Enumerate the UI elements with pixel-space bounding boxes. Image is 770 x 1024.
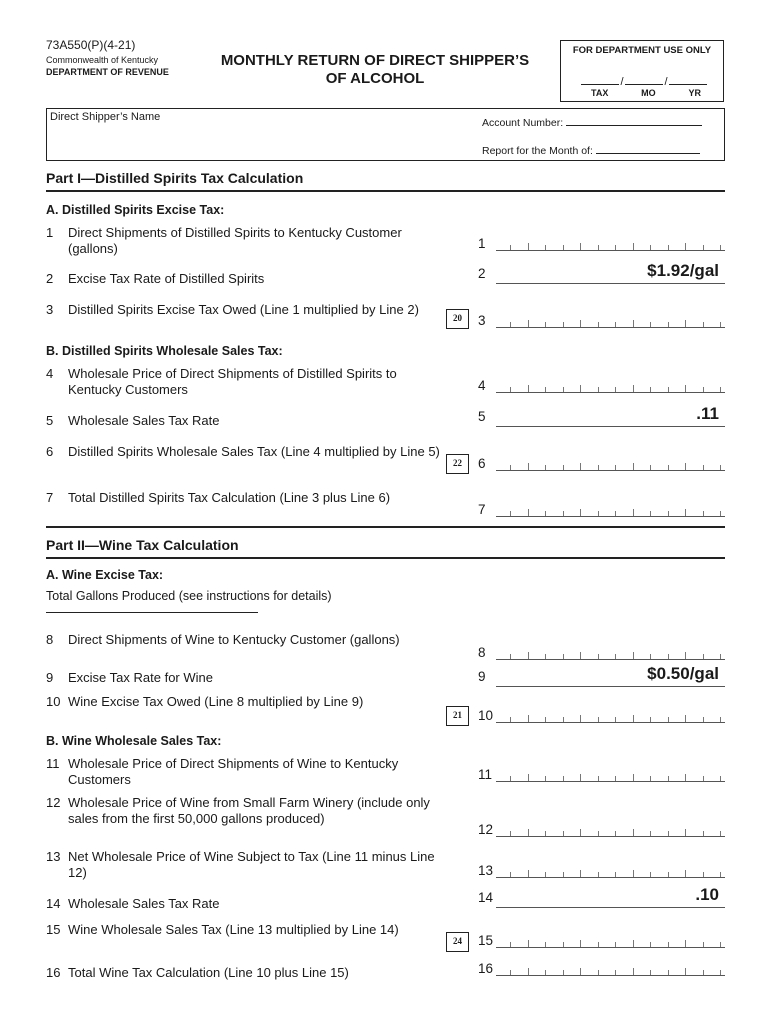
department-use-slots: / / (581, 73, 707, 88)
line-item-description: Wine Wholesale Sales Tax (Line 13 multiplied by Line 14) (68, 922, 399, 937)
line-item-number: 2 (46, 271, 54, 286)
part1-section-a: A. Distilled Spirits Excise Tax: (46, 203, 225, 217)
line-item-10 (46, 694, 446, 710)
account-number-label: Account Number: (482, 117, 564, 129)
line-number-label: 1 (478, 236, 486, 251)
amount-field-line-11[interactable] (496, 768, 725, 782)
line-item-number: 16 (46, 965, 61, 980)
line-item-number: 10 (46, 694, 61, 709)
tax-slot[interactable] (581, 73, 619, 85)
line-item-11 (46, 756, 446, 788)
line-item-number: 5 (46, 413, 54, 428)
line-code-box: 21 (446, 706, 469, 726)
line-item-2 (46, 271, 446, 287)
line-item-description: Total Distilled Spirits Tax Calculation (Line 3 plus Line 6) (68, 490, 391, 505)
rate-value: $1.92/gal (647, 261, 719, 280)
divider (46, 526, 725, 528)
rate-underline (496, 686, 725, 687)
line-number-label: 9 (478, 669, 486, 684)
part2-section-a: A. Wine Excise Tax: (46, 568, 164, 582)
form-id: 73A550(P)(4-21) (46, 38, 136, 52)
line-number-label: 15 (478, 933, 494, 948)
line-item-4 (46, 366, 446, 398)
part1-title: Part I—Distilled Spirits Tax Calculation (46, 170, 725, 192)
line-item-8 (46, 632, 446, 648)
amount-field-line-13[interactable] (496, 864, 725, 878)
line-item-15 (46, 922, 446, 938)
line-item-number: 11 (46, 756, 60, 771)
line-number-label: 14 (478, 890, 494, 905)
amount-field-line-4[interactable] (496, 379, 725, 393)
line-code-box: 22 (446, 454, 469, 474)
line-number-label: 4 (478, 378, 486, 393)
line-number-label: 16 (478, 961, 494, 976)
department-use-labels (581, 88, 711, 98)
line-item-description: Direct Shipments of Wine to Kentucky Customer (gallons) (68, 632, 400, 647)
yr-label: YR (688, 88, 701, 98)
line-number-label: 2 (478, 266, 486, 281)
line-number-label: 12 (478, 822, 494, 837)
line-item-13 (46, 849, 446, 881)
line-number-label: 5 (478, 409, 486, 424)
line-code-box: 24 (446, 932, 469, 952)
line-item-number: 7 (46, 490, 54, 505)
rate-underline (496, 283, 725, 284)
gallons-produced-field[interactable] (46, 612, 258, 613)
amount-field-line-16[interactable] (496, 962, 725, 976)
form-title (200, 52, 550, 88)
year-slot[interactable] (669, 73, 707, 85)
amount-field-line-12[interactable] (496, 823, 725, 837)
line-item-7 (46, 490, 446, 506)
line-item-description: Wholesale Sales Tax Rate (68, 896, 220, 911)
part2-section-b: B. Wine Wholesale Sales Tax: (46, 734, 222, 748)
line-item-description: Excise Tax Rate of Distilled Spirits (68, 271, 265, 286)
line-item-description: Wholesale Price of Direct Shipments of Distilled Spirits to Kentucky Customers (68, 366, 397, 397)
rate-value: .11 (696, 404, 719, 423)
line-item-description: Wholesale Price of Direct Shipments of Wine to Kentucky Customers (68, 756, 399, 787)
line-item-description: Direct Shipments of Distilled Spirits to Kentucky Customer (gallons) (68, 225, 402, 256)
line-item-5 (46, 413, 446, 429)
line-item-1 (46, 225, 446, 257)
line-item-number: 1 (46, 225, 54, 240)
line-item-number: 9 (46, 670, 54, 685)
account-number-field[interactable] (482, 116, 702, 129)
part1-section-b: B. Distilled Spirits Wholesale Sales Tax: (46, 344, 283, 358)
amount-field-line-3[interactable] (496, 314, 725, 328)
line-item-number: 3 (46, 302, 54, 317)
line-number-label: 10 (478, 708, 494, 723)
line-item-description: Distilled Spirits Excise Tax Owed (Line 1 multiplied by Line 2) (68, 302, 419, 317)
line-item-description: Total Wine Tax Calculation (Line 10 plus Line 15) (68, 965, 349, 980)
line-item-description: Excise Tax Rate for Wine (68, 670, 213, 685)
gallons-produced-label: Total Gallons Produced (see instructions for details) (46, 589, 332, 603)
line-item-description: Net Wholesale Price of Wine Subject to Tax (Line 11 minus Line 12) (68, 849, 435, 880)
line-item-6 (46, 444, 446, 460)
line-item-number: 4 (46, 366, 54, 381)
line-item-description: Wholesale Sales Tax Rate (68, 413, 220, 428)
form-title-line-2: OF ALCOHOL (325, 70, 425, 87)
amount-field-line-1[interactable] (496, 237, 725, 251)
part2-title: Part II—Wine Tax Calculation (46, 537, 725, 559)
line-number-label: 7 (478, 502, 486, 517)
line-item-number: 12 (46, 795, 61, 810)
line-item-16 (46, 965, 446, 981)
report-month-label: Report for the Month of: (482, 145, 593, 157)
shipper-name-label: Direct Shipper’s Name (50, 111, 161, 123)
form-title-line-1: MONTHLY RETURN OF DIRECT SHIPPER’S (220, 52, 530, 69)
line-code-box: 20 (446, 309, 469, 329)
rate-value: .10 (695, 885, 719, 904)
line-item-description: Wholesale Price of Wine from Small Farm Winery (include only sales from the first 50,000 gallons produced) (68, 795, 430, 826)
line-number-label: 11 (478, 767, 493, 782)
tax-label: TAX (591, 88, 609, 98)
amount-field-line-7[interactable] (496, 503, 725, 517)
line-item-3 (46, 302, 446, 318)
line-item-number: 13 (46, 849, 61, 864)
line-number-label: 3 (478, 313, 486, 328)
rate-underline (496, 426, 725, 427)
line-item-number: 15 (46, 922, 61, 937)
line-item-description: Distilled Spirits Wholesale Sales Tax (Line 4 multiplied by Line 5) (68, 444, 440, 459)
amount-field-line-15[interactable] (496, 934, 725, 948)
rate-value: $0.50/gal (647, 664, 719, 683)
department-label: DEPARTMENT OF REVENUE (46, 67, 169, 77)
line-number-label: 8 (478, 645, 486, 660)
report-month-field[interactable] (482, 144, 700, 157)
line-number-label: 13 (478, 863, 494, 878)
line-item-14 (46, 896, 446, 912)
line-item-9 (46, 670, 446, 686)
month-slot[interactable] (625, 73, 663, 85)
department-use-label: FOR DEPARTMENT USE ONLY (572, 45, 712, 56)
amount-field-line-6[interactable] (496, 457, 725, 471)
amount-field-line-10[interactable] (496, 709, 725, 723)
line-item-number: 6 (46, 444, 54, 459)
rate-underline (496, 907, 725, 908)
line-item-description: Wine Excise Tax Owed (Line 8 multiplied by Line 9) (68, 694, 364, 709)
line-item-12 (46, 795, 446, 827)
line-number-label: 6 (478, 456, 486, 471)
department-use-box (560, 40, 724, 102)
amount-field-line-8[interactable] (496, 646, 725, 660)
commonwealth-label: Commonwealth of Kentucky (46, 55, 159, 65)
line-item-number: 8 (46, 632, 54, 647)
mo-label: MO (641, 88, 656, 98)
line-item-number: 14 (46, 896, 61, 911)
